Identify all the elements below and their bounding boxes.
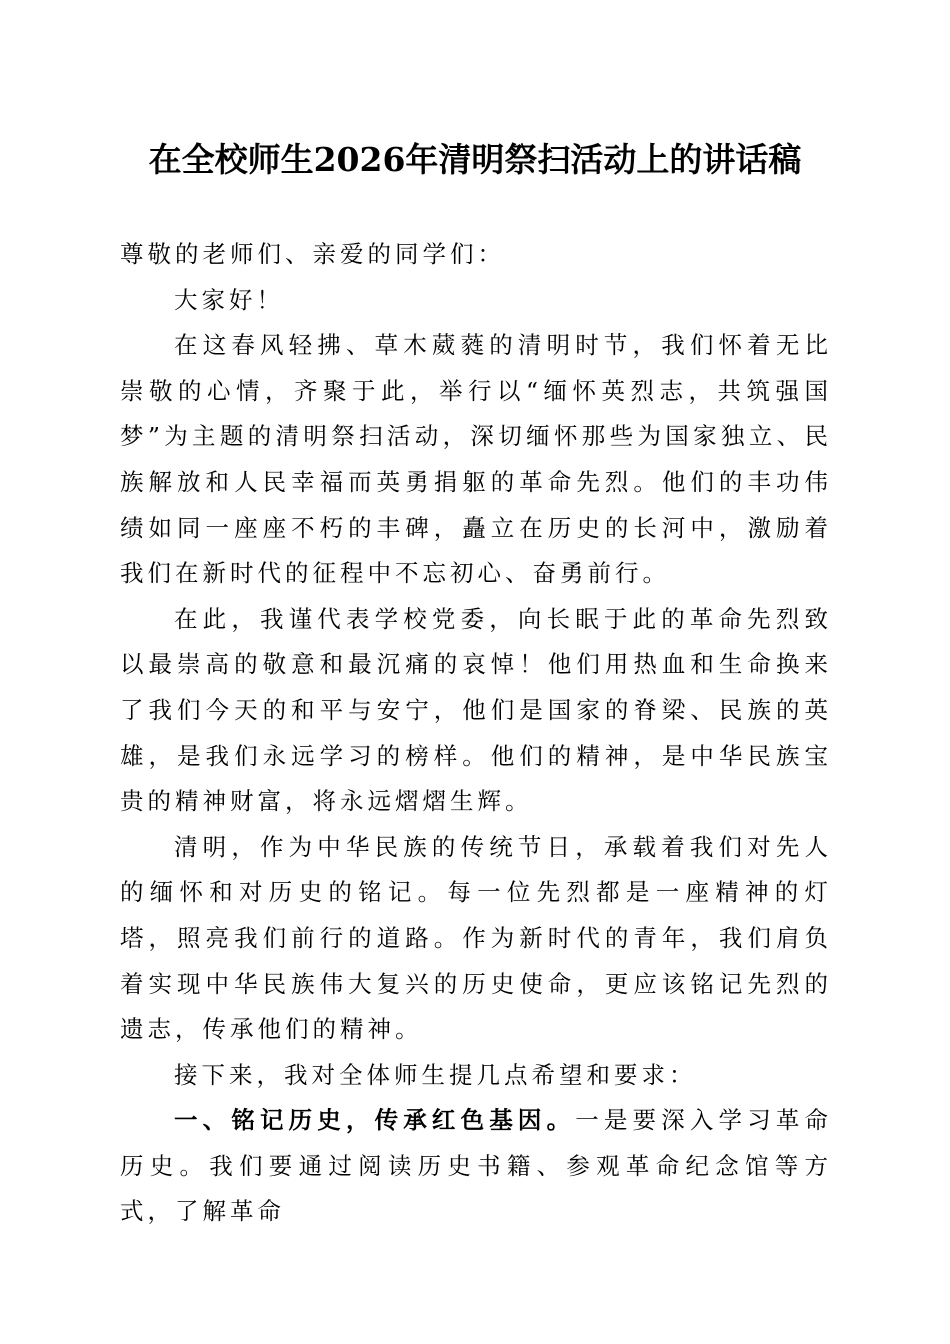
salutation: 尊敬的老师们、亲爱的同学们：: [120, 240, 505, 268]
document-body: [120, 232, 832, 1235]
paragraph-1: 在这春风轻拂、草木葳蕤的清明时节，我们怀着无比崇敬的心情，齐聚于此，举行以“缅怀英烈志，共筑强国梦”为主题的清明祭扫活动，深切缅怀那些为国家独立、民族解放和人民幸福而英勇捐躯的革命先烈。他们的丰功伟绩如同一座座不朽的丰碑，矗立在历史的长河中，激励着我们在新时代的征程中不忘初心、奋勇前行。: [120, 331, 832, 588]
paragraph-3: 清明，作为中华民族的传统节日，承载着我们对先人的缅怀和对历史的铭记。每一位先烈都是一座精神的灯塔，照亮我们前行的道路。作为新时代的青年，我们肩负着实现中华民族伟大复兴的历史使命，更应该铭记先烈的遗志，传承他们的精神。: [120, 832, 832, 1044]
paragraph-2: 在此，我谨代表学校党委，向长眠于此的革命先烈致以最崇高的敬意和最沉痛的哀悼！他们用热血和生命换来了我们今天的和平与安宁，他们是国家的脊梁、民族的英雄，是我们永远学习的榜样。他们的精神，是中华民族宝贵的精神财富，将永远熠熠生辉。: [120, 604, 832, 816]
section-1-heading: 一、铭记历史，传承红色基因。: [174, 1106, 576, 1135]
section-1-text: 一是要深入学习革命历史。我们要通过阅读历史书籍、参观革命纪念馆等方式，了解革命: [120, 1106, 833, 1226]
paragraph-4: 接下来，我对全体师生提几点希望和要求：: [174, 1060, 697, 1089]
greeting: 大家好！: [174, 285, 284, 314]
document-title: 在全校师生2026年清明祭扫活动上的讲话稿: [148, 140, 802, 179]
section-1-paragraph: [120, 1098, 832, 1235]
